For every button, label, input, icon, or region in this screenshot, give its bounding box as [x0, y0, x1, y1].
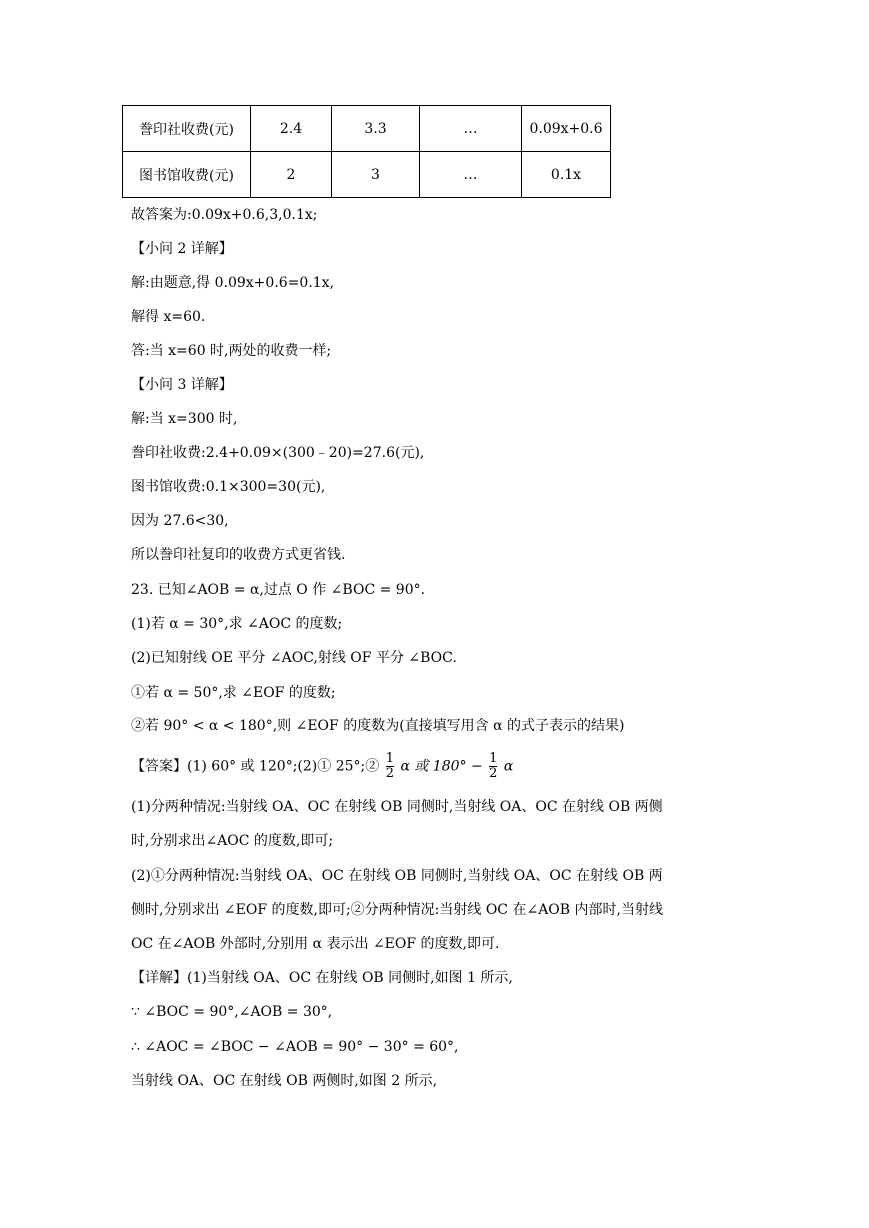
- text-line: 答:当 x=60 时,两处的收费一样;: [131, 343, 332, 359]
- table-cell: …: [420, 152, 522, 198]
- text-line: ∴ ∠AOC = ∠BOC − ∠AOB = 90° − 30° = 60°,: [131, 1039, 459, 1055]
- table-cell: 3.3: [332, 106, 420, 152]
- table-row: [123, 106, 611, 152]
- question-stem: 23. 已知∠AOB = α,过点 O 作 ∠BOC = 90°.: [131, 582, 426, 598]
- section-heading: 【小问 2 详解】: [131, 241, 233, 257]
- table-row: [123, 152, 611, 198]
- question-part: ①若 α = 50°,求 ∠EOF 的度数;: [131, 685, 336, 701]
- fraction: [489, 752, 497, 781]
- text-line: OC 在∠AOB 外部时,分别用 α 表示出 ∠EOF 的度数,即可.: [131, 936, 500, 952]
- text-line: 解:由题意,得 0.09x+0.6=0.1x,: [131, 275, 335, 291]
- table-cell: 2: [251, 152, 332, 198]
- text-line: 因为 27.6<30,: [131, 513, 229, 529]
- table-cell: 3: [332, 152, 420, 198]
- question-part: ②若 90° < α < 180°,则 ∠EOF 的度数为(直接填写用含 α 的式子表示的结果): [131, 718, 625, 734]
- answer-text: 【答案】(1) 60° 或 120°;(2)① 25°;②: [131, 758, 380, 775]
- fraction-numerator: 1: [385, 751, 394, 766]
- question-part: (2)已知射线 OE 平分 ∠AOC,射线 OF 平分 ∠BOC.: [131, 650, 457, 666]
- text-line: (1)分两种情况:当射线 OA、OC 在射线 OB 同侧时,当射线 OA、OC 在射线 OB 两侧: [131, 799, 663, 815]
- text-line: 故答案为:0.09x+0.6,3,0.1x;: [131, 207, 318, 223]
- text-line: 【详解】(1)当射线 OA、OC 在射线 OB 同侧时,如图 1 所示,: [131, 970, 513, 986]
- fraction: [386, 752, 394, 781]
- table-cell: 2.4: [251, 106, 332, 152]
- text-line: 当射线 OA、OC 在射线 OB 两侧时,如图 2 所示,: [131, 1073, 438, 1089]
- text-line: 解:当 x=300 时,: [131, 411, 238, 427]
- text-line: 时,分别求出∠AOC 的度数,即可;: [131, 833, 334, 849]
- answer-text: α 或 180° −: [400, 758, 483, 775]
- fraction-numerator: 1: [489, 751, 498, 766]
- fraction-denominator: 2: [385, 766, 394, 781]
- text-line: 解得 x=60.: [131, 309, 206, 325]
- table-cell: 图书馆收费(元): [123, 152, 251, 198]
- text-line: (2)①分两种情况:当射线 OA、OC 在射线 OB 同侧时,当射线 OA、OC 在射线 OB 两: [131, 868, 663, 884]
- question-part: (1)若 α = 30°,求 ∠AOC 的度数;: [131, 616, 343, 632]
- text-line: 誊印社收费:2.4+0.09×(300﹣20)=27.6(元),: [131, 445, 425, 461]
- answer-line: [131, 752, 513, 781]
- table-cell: 誊印社收费(元): [123, 106, 251, 152]
- text-line: 侧时,分别求出 ∠EOF 的度数,即可;②分两种情况:当射线 OC 在∠AOB 内部时,当射线: [131, 902, 663, 918]
- text-line: ∵ ∠BOC = 90°,∠AOB = 30°,: [131, 1004, 333, 1020]
- table-cell: 0.1x: [522, 152, 611, 198]
- text-line: 图书馆收费:0.1×300=30(元),: [131, 479, 326, 495]
- text-line: 所以誊印社复印的收费方式更省钱.: [131, 547, 346, 563]
- answer-text: α: [503, 758, 514, 775]
- table-cell: …: [420, 106, 522, 152]
- fee-table: [122, 105, 611, 198]
- fraction-denominator: 2: [489, 766, 498, 781]
- table-cell: 0.09x+0.6: [522, 106, 611, 152]
- section-heading: 【小问 3 详解】: [131, 377, 233, 393]
